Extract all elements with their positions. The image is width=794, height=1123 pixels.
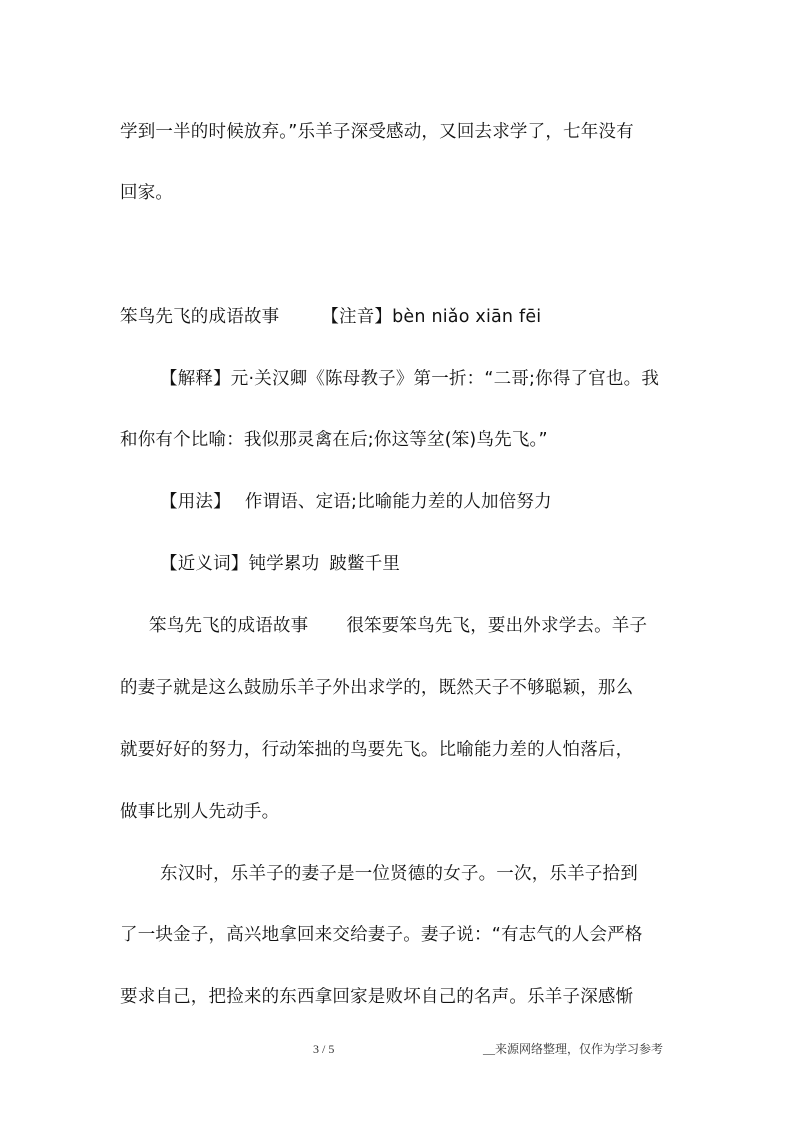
usage-label: 【用法】 (160, 492, 231, 512)
story2-line: 东汉时，乐羊子的妻子是一位贤德的女子。一次，乐羊子拾到 (160, 864, 638, 884)
pinyin-note: 【注音】bèn niǎo xiān fēi (321, 307, 542, 327)
explanation-line: 【解释】元·关汉卿《陈母教子》第一折：“二哥;你得了官也。我 (160, 369, 660, 389)
section-title: 笨鸟先飞的成语故事 (120, 307, 280, 327)
usage-text: 作谓语、定语;比喻能力差的人加倍努力 (244, 492, 552, 512)
synonyms-line (160, 553, 400, 575)
source-note: __来源网络整理，仅作为学习参考 (483, 1042, 664, 1056)
text-line: 回家。 (120, 183, 174, 203)
section-heading-line (120, 306, 541, 328)
text-line: 学到一半的时候放弃。”乐羊子深受感动，又回去求学了，七年没有 (120, 122, 634, 142)
synonyms-extra: 跛鳖千里 (329, 554, 401, 574)
story2-line: 要求自己，把捡来的东西拿回家是败坏自己的名声。乐羊子深感惭 (120, 987, 634, 1007)
story-text: 很笨要笨鸟先飞，要出外求学去。羊子 (346, 616, 648, 636)
story-line: 就要好好的努力，行动笨拙的鸟要先飞。比喻能力差的人怕落后， (120, 740, 634, 760)
page-number: 3 / 5 (313, 1042, 335, 1056)
usage-line (160, 491, 552, 513)
story-heading-line (149, 615, 647, 637)
story-line: 的妻子就是这么鼓励乐羊子外出求学的，既然天子不够聪颖，那么 (120, 678, 634, 698)
story-line: 做事比别人先动手。 (120, 802, 280, 822)
explanation-line: 和你有个比喻：我似那灵禽在后;你这等坌(笨)鸟先飞。” (120, 430, 548, 450)
story-title: 笨鸟先飞的成语故事 (149, 616, 309, 636)
synonyms-label: 【近义词】钝学累功 (160, 554, 320, 574)
story2-line: 了一块金子，高兴地拿回来交给妻子。妻子说：“有志气的人会严格 (120, 925, 643, 945)
